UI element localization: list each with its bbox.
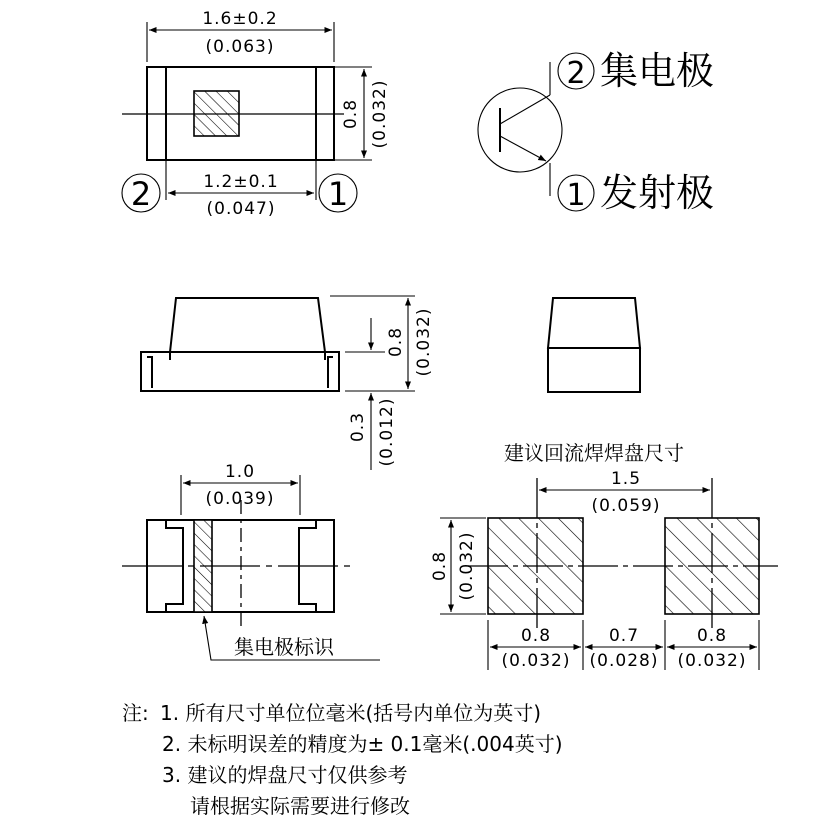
base-in: (0.012): [377, 397, 397, 467]
side-view-dome: [170, 298, 325, 352]
pad-gap-mm: 0.7: [608, 626, 640, 646]
end-view-base: [548, 348, 640, 392]
pad-pitch-mm: 1.5: [610, 469, 642, 489]
height-mm: 0.8: [386, 326, 406, 358]
marker-in: (0.039): [205, 489, 275, 509]
length-mm: 1.6±0.2: [202, 9, 278, 29]
pin2-number: 2: [130, 175, 152, 213]
marker-label: 集电极标识: [234, 635, 334, 659]
emitter-label: 发射极: [600, 171, 715, 215]
pitch-in: (0.047): [206, 199, 276, 219]
marker-mm: 1.0: [224, 462, 256, 482]
collector-num: 2: [566, 56, 586, 91]
pad-width-mm: 0.8: [520, 626, 552, 646]
top-view: [122, 9, 390, 219]
note-4: 请根据实际需要进行修改: [190, 794, 410, 818]
width-mm: 0.8: [341, 98, 361, 130]
length-in: (0.063): [205, 37, 275, 57]
height-in: (0.032): [414, 307, 434, 377]
note-3: 3. 建议的焊盘尺寸仅供参考: [162, 763, 408, 787]
pad-width2-in: (0.032): [677, 651, 747, 671]
symbol-circle: [478, 88, 562, 172]
notes: [122, 701, 563, 818]
pad-gap-in: (0.028): [589, 651, 659, 671]
pad-height-in: (0.032): [457, 531, 477, 601]
collector-label: 集电极: [600, 49, 715, 93]
pad-height-mm: 0.8: [430, 550, 450, 582]
pitch-mm: 1.2±0.1: [203, 172, 279, 192]
base-mm: 0.3: [348, 411, 368, 443]
symbol-collector-lead: [500, 95, 550, 124]
note-1: 1. 所有尺寸单位位毫米(括号内单位为英寸): [160, 701, 542, 725]
end-view-dome: [548, 298, 640, 348]
emitter-num: 1: [566, 178, 586, 213]
note-2: 2. 未标明误差的精度为± 0.1毫米(.004英寸): [162, 732, 563, 756]
pad-layout-title: 建议回流焊焊盘尺寸: [504, 441, 684, 465]
pad-pitch-in: (0.059): [591, 496, 661, 516]
pad-width2-mm: 0.8: [696, 626, 728, 646]
transistor-symbol: [478, 49, 714, 215]
bottom-view: [122, 462, 380, 660]
pad-width-in: (0.032): [501, 651, 571, 671]
pin1-number: 1: [327, 175, 349, 213]
width-in: (0.032): [370, 79, 390, 149]
symbol-emitter-lead: [500, 136, 546, 161]
notes-prefix: 注:: [122, 701, 149, 725]
pad-layout: [430, 441, 778, 671]
